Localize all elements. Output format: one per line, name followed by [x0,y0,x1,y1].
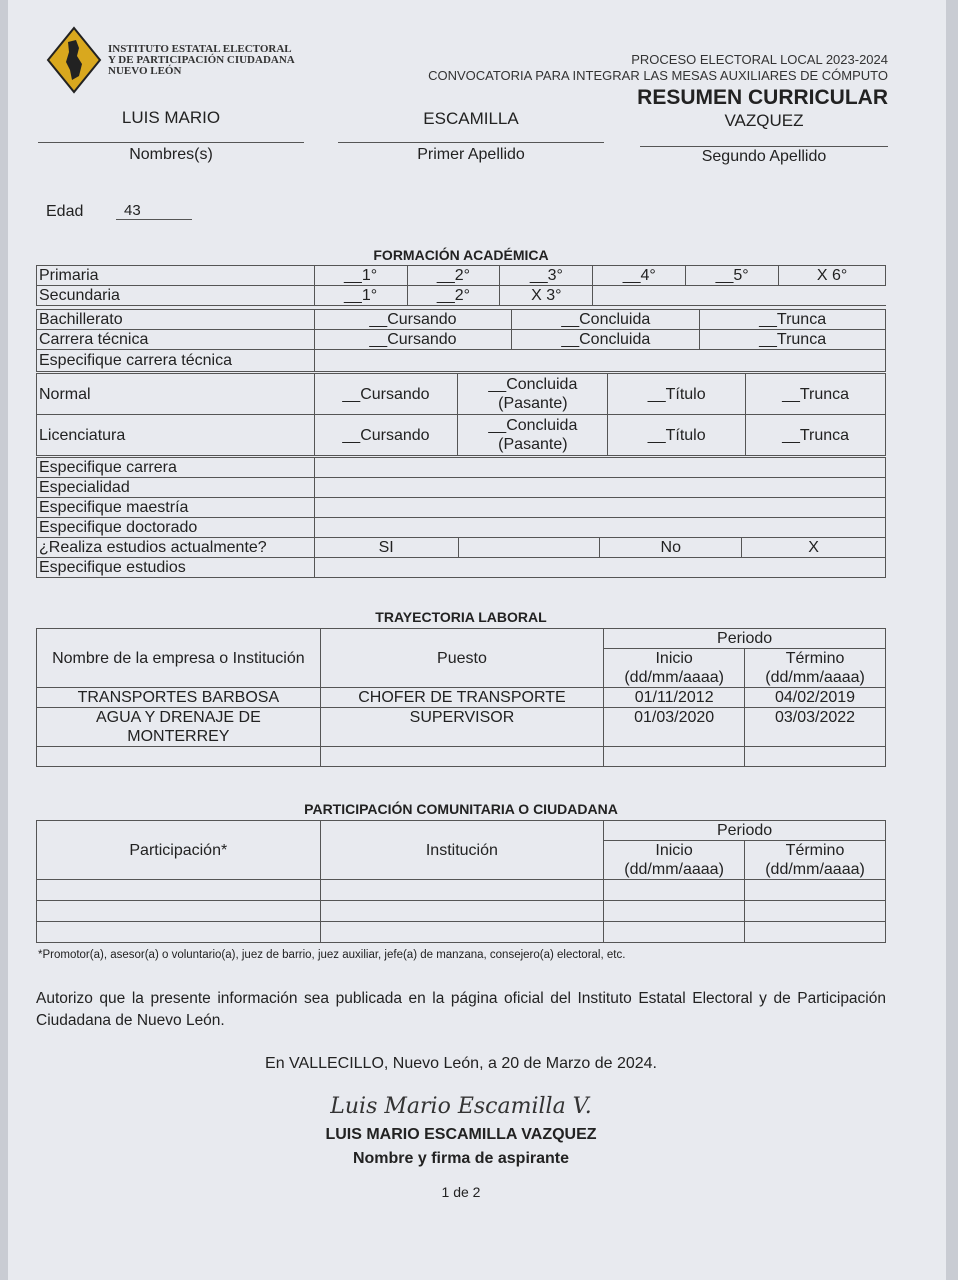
col-start-header: Inicio [604,649,745,669]
row-especifique-maestria [37,498,886,518]
row-estudios-actuales [37,538,886,558]
especifique-tecnica-value [314,350,885,372]
document-page [8,0,946,1280]
work-company: AGUA Y DRENAJE DE MONTERREY [37,708,321,747]
table-row [37,747,886,767]
table-row [37,922,886,943]
bachillerato-trunca: __Trunca [700,310,886,330]
col-end-header: Término [745,841,886,861]
normal-cursando: __Cursando [314,374,458,415]
table-row [37,688,886,708]
row-secundaria [37,286,886,306]
row-licenciatura [37,415,886,456]
especialidad-label: Especialidad [37,478,315,498]
especifique-tecnica-label: Especifique carrera técnica [37,350,315,372]
primaria-grade-2: __2° [407,266,500,286]
row-especialidad [37,478,886,498]
carrera-tecnica-label: Carrera técnica [37,330,315,350]
page-number: 1 de 2 [441,1184,481,1200]
primaria-grade-6: X 6° [779,266,886,286]
especifique-estudios-value [314,558,885,578]
col-period-header: Periodo [604,629,886,649]
second-surname-value: VAZQUEZ [640,110,888,147]
carrera-tecnica-trunca: __Trunca [700,330,886,350]
estudios-actuales-label: ¿Realiza estudios actualmente? [37,538,315,558]
academic-table [36,265,886,306]
work-end: 04/02/2019 [745,688,886,708]
licenciatura-cursando: __Cursando [314,415,458,456]
col-period-header: Periodo [604,821,886,841]
work-table [36,628,886,767]
primaria-grade-4: __4° [593,266,686,286]
first-surname-value: ESCAMILLA [338,108,604,143]
col-company-header: Nombre de la empresa o Institución [37,629,321,688]
secundaria-grade-3: X 3° [500,286,593,306]
row-especifique-tecnica [37,350,886,372]
row-especifique-carrera [37,458,886,478]
authorization-text: Autorizo que la presente información sea publicada en la página oficial del Instituto Estatal Electoral y de Participación Ciudadana de Nuevo León. [36,990,886,1029]
licenciatura-label: Licenciatura [37,415,315,456]
age-value: 43 [116,202,192,220]
estudios-no-mark: X [742,538,886,558]
row-especifique-doctorado [37,518,886,538]
work-position: CHOFER DE TRANSPORTE [320,688,604,708]
col-position-header: Puesto [320,629,604,688]
call-label: CONVOCATORIA PARA INTEGRAR LAS MESAS AUXILIARES DE CÓMPUTO [428,68,888,83]
row-primaria [37,266,886,286]
first-surname-label: Primer Apellido [417,146,525,163]
primaria-grade-3: __3° [500,266,593,286]
age-label: Edad [46,203,84,220]
carrera-tecnica-concluida: __Concluida [512,330,700,350]
estudios-si-mark [458,538,600,558]
row-carrera-tecnica [37,330,886,350]
table-row [37,708,886,747]
bachillerato-concluida: __Concluida [512,310,700,330]
estudios-no-label: No [600,538,742,558]
col-end-format: (dd/mm/aaaa) [745,860,886,880]
carrera-tecnica-cursando: __Cursando [314,330,512,350]
work-start: 01/03/2020 [604,708,745,747]
primaria-grade-5: __5° [686,266,779,286]
academic-table-3 [36,373,886,456]
col-participation-header: Participación* [37,821,321,880]
col-institution-header: Institución [320,821,604,880]
process-label: PROCESO ELECTORAL LOCAL 2023-2024 [631,52,888,67]
licenciatura-concluida: __Concluida (Pasante) [458,415,608,456]
col-start-format: (dd/mm/aaaa) [604,668,745,688]
institute-name: INSTITUTO ESTATAL ELECTORAL Y DE PARTICIPACIÓN CIUDADANA NUEVO LEÓN [108,43,295,77]
normal-titulo: __Título [608,374,746,415]
normal-concluida: __Concluida (Pasante) [458,374,608,415]
estudios-si-label: SI [314,538,458,558]
especifique-carrera-label: Especifique carrera [37,458,315,478]
academic-table-2 [36,309,886,372]
table-row [37,880,886,901]
names-value: LUIS MARIO [38,108,304,143]
document-title: RESUMEN CURRICULAR [637,86,888,109]
especifique-doctorado-label: Especifique doctorado [37,518,315,538]
names-label: Nombres(s) [129,146,213,163]
bachillerato-label: Bachillerato [37,310,315,330]
printed-name: LUIS MARIO ESCAMILLA VAZQUEZ [325,1126,597,1143]
academic-section-title: FORMACIÓN ACADÉMICA [373,247,549,263]
primaria-label: Primaria [37,266,315,286]
especifique-doctorado-value [314,518,885,538]
work-position: SUPERVISOR [320,708,604,747]
col-start-format: (dd/mm/aaaa) [604,860,745,880]
secundaria-grade-1: __1° [314,286,407,306]
normal-trunca: __Trunca [746,374,886,415]
academic-table-4 [36,457,886,578]
place-date: En VALLECILLO, Nuevo León, a 20 de Marzo de 2024. [265,1055,657,1072]
bachillerato-cursando: __Cursando [314,310,512,330]
second-surname-label: Segundo Apellido [701,148,827,165]
col-end-header: Término [745,649,886,669]
licenciatura-titulo: __Título [608,415,746,456]
work-start: 01/11/2012 [604,688,745,708]
handwritten-signature: Luis Mario Escamilla V. [330,1094,592,1119]
community-section-title: PARTICIPACIÓN COMUNITARIA O CIUDADANA [304,801,618,817]
especifique-maestria-label: Especifique maestría [37,498,315,518]
work-company: TRANSPORTES BARBOSA [37,688,321,708]
especialidad-value [314,478,885,498]
nuevo-leon-logo-icon [46,26,102,94]
primaria-grade-1: __1° [314,266,407,286]
secundaria-grade-2: __2° [407,286,500,306]
col-start-header: Inicio [604,841,745,861]
normal-label: Normal [37,374,315,415]
especifique-estudios-label: Especifique estudios [37,558,315,578]
row-bachillerato [37,310,886,330]
work-end: 03/03/2022 [745,708,886,747]
especifique-maestria-value [314,498,885,518]
licenciatura-trunca: __Trunca [746,415,886,456]
community-footnote: *Promotor(a), asesor(a) o voluntario(a), juez de barrio, juez auxiliar, jefe(a) de manzana, consejero(a) electoral, etc. [38,949,626,961]
table-row [37,901,886,922]
signature-caption: Nombre y firma de aspirante [352,1150,570,1167]
row-normal [37,374,886,415]
especifique-carrera-value [314,458,885,478]
work-section-title: TRAYECTORIA LABORAL [375,609,547,625]
row-especifique-estudios [37,558,886,578]
community-table [36,820,886,943]
secundaria-label: Secundaria [37,286,315,306]
col-end-format: (dd/mm/aaaa) [745,668,886,688]
